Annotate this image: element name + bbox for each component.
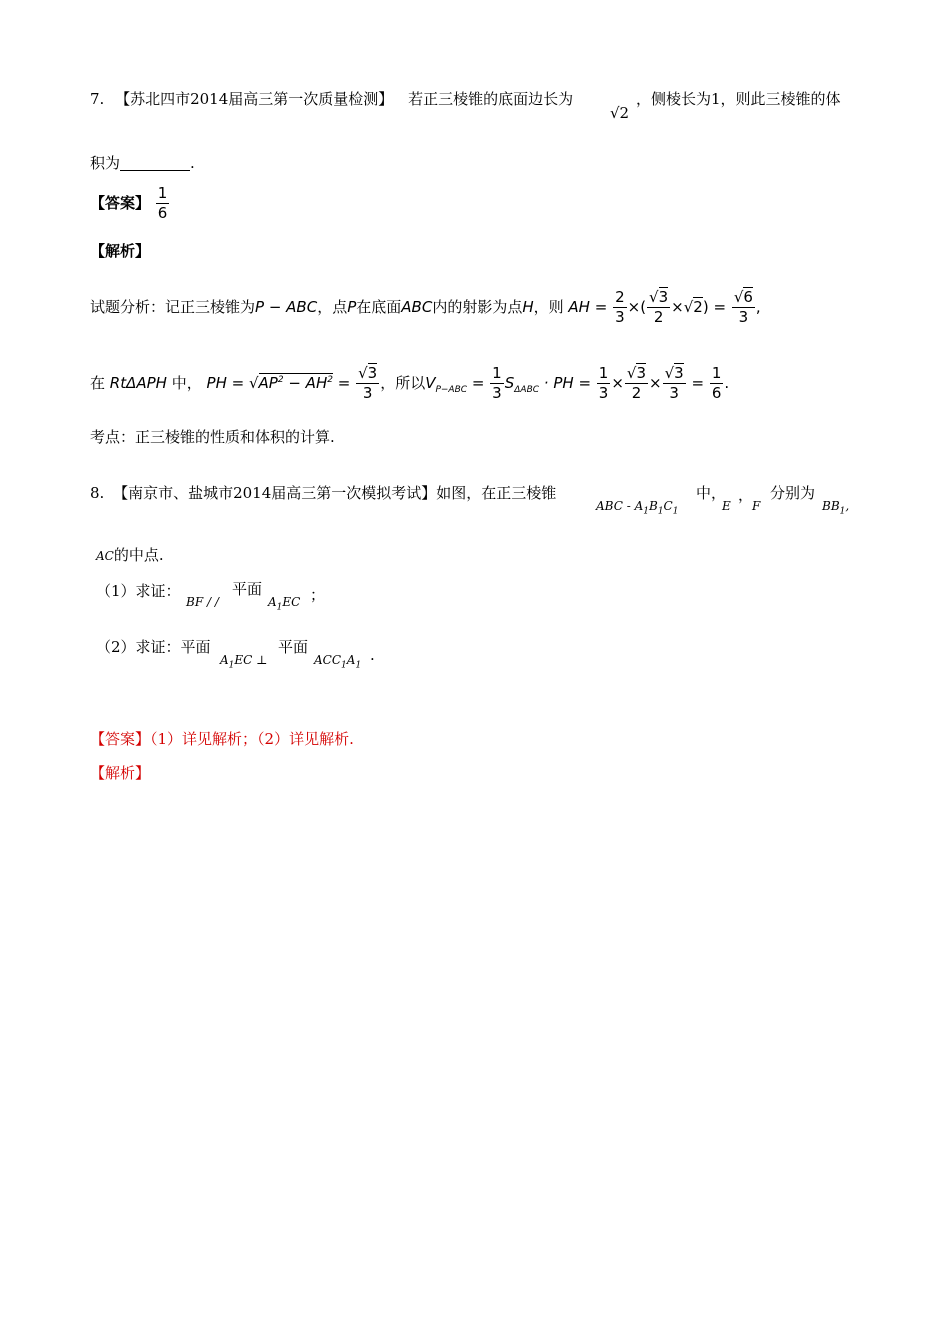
q7-frac-2-3: $\frac{2}{3}$ bbox=[615, 288, 625, 326]
q7-line2 bbox=[90, 156, 195, 171]
q8-part1-a1ec: $A_1EC$ bbox=[268, 595, 301, 613]
q7-number: 7. bbox=[90, 90, 105, 108]
q8-part2-acc1a1: $ACC_1A_1$ bbox=[314, 653, 362, 671]
q7-answer-blank bbox=[120, 156, 190, 171]
q7-key-label: 考点： bbox=[90, 428, 136, 446]
q7-ph-lhs: PH = bbox=[206, 374, 245, 392]
q8-comma: ， bbox=[738, 486, 754, 504]
q8-point-f: F bbox=[752, 499, 761, 513]
q8-part2-plane: 平面 bbox=[278, 638, 309, 656]
q7-sqrt2: √2 bbox=[610, 104, 630, 122]
q7-frac-r3-3: $\frac{√3}{3}$ bbox=[358, 364, 378, 402]
q7-a1-text4: 内的射影为点 bbox=[432, 298, 523, 316]
q8-prism: ABC - $A_1B_1C_1$ bbox=[596, 499, 679, 517]
q7-text1: 若正三棱锥的底面边长为 bbox=[408, 90, 574, 108]
q7-a1-text2: ，点 bbox=[317, 298, 348, 316]
q8-part1-end: ； bbox=[310, 586, 326, 604]
q8-segment-bb1: $BB_1$, bbox=[822, 499, 850, 517]
q7-a2-text3: ，所以 bbox=[380, 374, 426, 392]
q7-text4: . bbox=[190, 154, 195, 172]
q7-a2-text2: 中， bbox=[171, 374, 202, 392]
q7-frac-r6-3: $\frac{√6}{3}$ bbox=[733, 288, 753, 326]
q7-frac-1-6: $\frac{1}{6}$ bbox=[711, 364, 722, 402]
q7-analysis-label: 【解析】 bbox=[90, 242, 151, 260]
q8-answer bbox=[90, 732, 354, 747]
q7-key-point bbox=[90, 430, 335, 445]
q7-a1-text3: 在底面 bbox=[356, 298, 402, 316]
q7-frac-r3-2: $\frac{√3}{2}$ bbox=[649, 288, 669, 326]
q8-answer-label: 【答案】 bbox=[90, 730, 151, 748]
q7-a1-pyramid: P − ABC bbox=[255, 298, 318, 316]
q7-a1-point-p: P bbox=[347, 298, 357, 316]
q7-a2-text: 在 bbox=[90, 374, 106, 392]
q8-source: 【南京市、盐城市2014届高三第一次模拟考试】 bbox=[113, 484, 437, 502]
q8-line2 bbox=[96, 548, 164, 563]
q8-segment-ac: AC bbox=[96, 549, 114, 563]
q7-frac-r3-3b: $\frac{√3}{3}$ bbox=[664, 364, 684, 402]
q7-a1-text5: ，则 bbox=[533, 298, 564, 316]
q8-answer-text: （1）详见解析；（2）详见解析. bbox=[150, 730, 354, 748]
q7-triangle: RtΔAPH bbox=[109, 374, 167, 392]
q8-text4: 的中点. bbox=[113, 546, 164, 564]
q8-analysis-label: 【解析】 bbox=[90, 764, 151, 782]
q7-answer-label: 【答案】 bbox=[90, 194, 151, 212]
q7-frac-1-3: $\frac{1}{3}$ bbox=[492, 364, 502, 402]
q8-part1-bf: BF / / bbox=[186, 595, 219, 609]
q7-frac-r3-2b: $\frac{√3}{2}$ bbox=[626, 364, 647, 402]
q7-line1 bbox=[90, 92, 573, 107]
q8-part2-end: . bbox=[370, 646, 375, 664]
q7-answer bbox=[90, 186, 170, 221]
q7-a1-point-h: H bbox=[522, 298, 534, 316]
q7-analysis-line2: 在 RtΔAPH 中， PH = $√AP^2 - AH^2$ = $\frac{√3}{3}$ ，所以$V_{P-ABC}$ = $\frac{1}{3}$ $S_{\Delta ABC}$ · PH = $\frac{1}{3}$ × $\frac{√3}{2}$ × $\frac{√3}{3}$ = $\frac{1}{6}$ . bbox=[90, 364, 730, 402]
q7-frac-1-3b: $\frac{1}{3}$ bbox=[598, 364, 609, 402]
q7-a1-base: ABC bbox=[401, 298, 433, 316]
q7-source: 【苏北四市2014届高三第一次质量检测】 bbox=[115, 90, 394, 108]
q8-part2-a1ec: $A_1EC$ ⊥ bbox=[220, 653, 268, 671]
q7-analysis-line1: 试题分析：记正三棱锥为P − ABC，点P在底面ABC内的射影为点H，则 AH = $\frac{2}{3}$ ×( $\frac{√3}{2}$ ×√2) = $\frac{√6}{3}$ , bbox=[90, 288, 761, 326]
q8-text3: 分别为 bbox=[770, 484, 816, 502]
q7-key-text: 正三棱锥的性质和体积的计算. bbox=[135, 428, 335, 446]
q7-text3: 积为 bbox=[90, 154, 121, 172]
q8-text1: 如图，在正三棱锥 bbox=[436, 484, 557, 502]
q8-part1-plane: 平面 bbox=[232, 580, 263, 598]
q8-number: 8. bbox=[90, 484, 105, 502]
q8-text2: 中， bbox=[696, 484, 727, 502]
q8-part1-label: （1）求证： bbox=[96, 582, 181, 600]
q8-point-e: E bbox=[722, 499, 731, 513]
q7-answer-fraction: $\frac{1}{6}$ bbox=[157, 184, 168, 222]
q8-part2-label: （2）求证：平面 bbox=[96, 638, 211, 656]
q7-a1-text: 试题分析：记正三棱锥为 bbox=[90, 298, 256, 316]
q8-line1 bbox=[90, 486, 556, 501]
q7-ah-lhs: AH = bbox=[568, 298, 608, 316]
q7-text2: ，侧棱长为1，则此三棱锥的体 bbox=[636, 90, 841, 108]
